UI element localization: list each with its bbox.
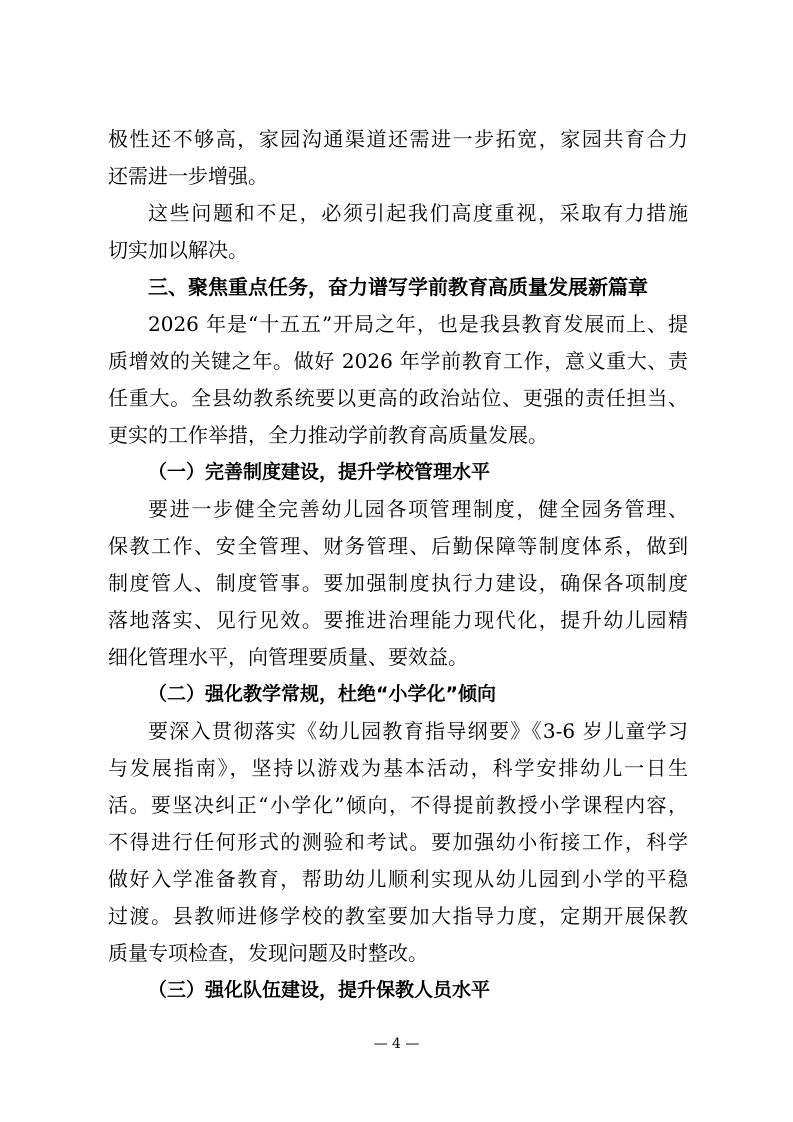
paragraph-start-line: 这些问题和不足，必须引起我们高度重视，采取有力措施 (148, 201, 688, 225)
body-line-15: 细化管理水平，向管理要质量、要效益。 (108, 645, 468, 669)
page-number: — 4 — (373, 1036, 420, 1052)
body-line-2: 还需进一步增强。 (108, 164, 268, 188)
body-line-1: 极性还不够高，家园沟通渠道还需进一步拓宽，家园共育合力 (108, 127, 688, 151)
body-line-22: 过渡。县教师进修学校的教室要加大指导力度，定期开展保教 (108, 904, 688, 928)
body-line-14: 落地落实、见行见效。要推进治理能力现代化，提升幼儿园精 (108, 608, 688, 632)
section-heading-3: 三、聚焦重点任务，奋力谱写学前教育高质量发展新篇章 (148, 275, 648, 299)
subsection-heading-1: （一）完善制度建设，提升学校管理水平 (148, 461, 491, 483)
paragraph-start-line: 2026 年是“十五五”开局之年，也是我县教育发展而上、提 (148, 312, 688, 336)
body-line-7: 质增效的关键之年。做好 2026 年学前教育工作，意义重大、责 (108, 349, 688, 373)
body-line-23: 质量专项检查，发现问题及时整改。 (108, 941, 428, 965)
subsection-heading-2: （二）强化教学常规，杜绝“小学化”倾向 (148, 683, 496, 705)
paragraph-start-line: 要深入贯彻落实《幼儿园教育指导纲要》《3-6 岁儿童学习 (148, 719, 688, 743)
body-line-19: 活。要坚决纠正“小学化”倾向，不得提前教授小学课程内容， (108, 793, 688, 817)
paragraph-start-line: 要进一步健全完善幼儿园各项管理制度，健全园务管理、 (148, 497, 688, 521)
subsection-heading-3: （三）强化队伍建设，提升保教人员水平 (148, 979, 491, 1001)
body-line-21: 做好入学准备教育，帮助幼儿顺利实现从幼儿园到小学的平稳 (108, 867, 688, 891)
document-body (108, 121, 688, 1009)
body-line-9: 更实的工作举措，全力推动学前教育高质量发展。 (108, 423, 548, 447)
body-line-18: 与发展指南》，坚持以游戏为基本活动，科学安排幼儿一日生 (108, 756, 688, 780)
body-line-13: 制度管人、制度管事。要加强制度执行力建设，确保各项制度 (108, 571, 688, 595)
body-line-20: 不得进行任何形式的测验和考试。要加强幼小衔接工作，科学 (108, 830, 688, 854)
body-line-4: 切实加以解决。 (108, 238, 248, 262)
body-line-8: 任重大。全县幼教系统要以更高的政治站位、更强的责任担当、 (108, 386, 688, 410)
body-line-12: 保教工作、安全管理、财务管理、后勤保障等制度体系，做到 (108, 534, 688, 558)
